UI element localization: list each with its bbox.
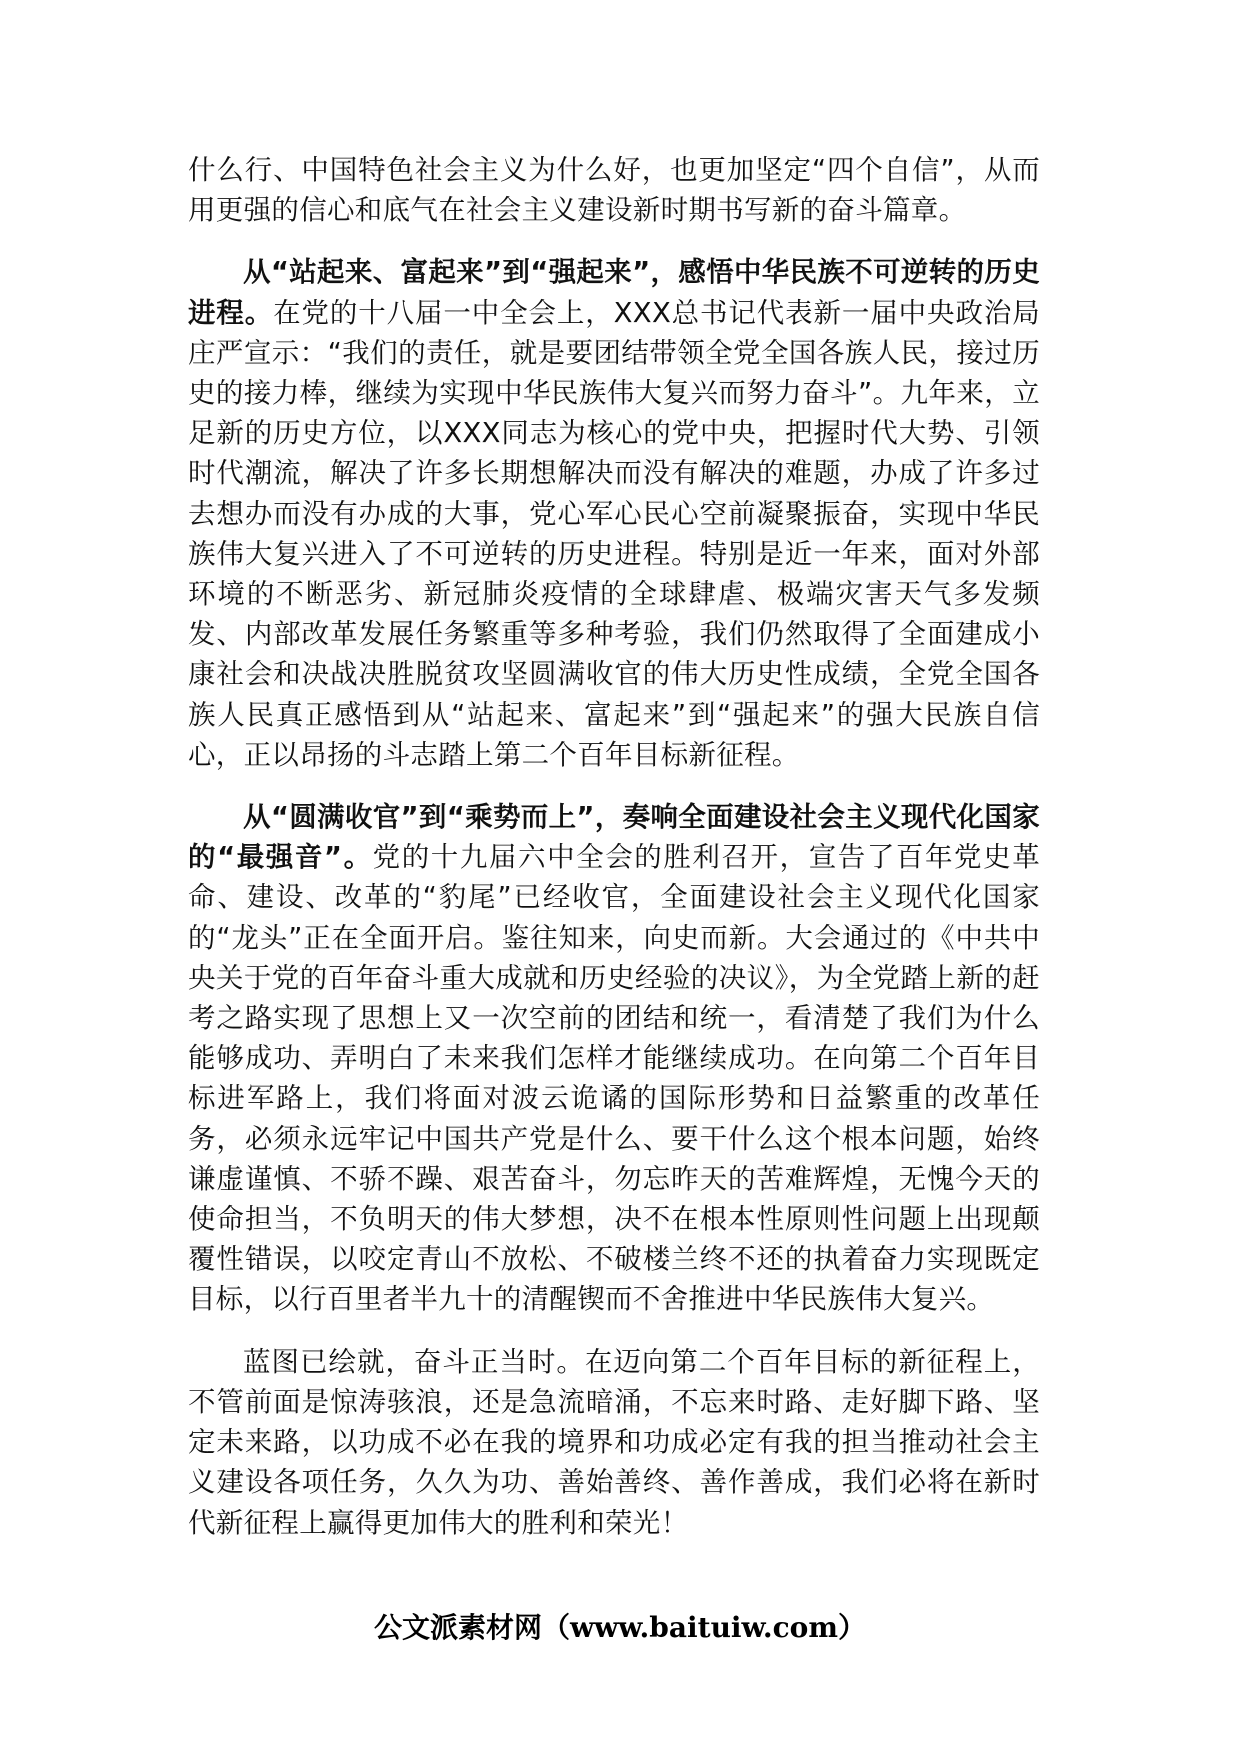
paragraph-lead-heading: 从“站起来、富起来”到“强起来”，感悟中华民族不可逆转的历史进程。 — [188, 256, 1040, 329]
paragraph-new-journey — [188, 797, 1040, 1320]
document-body — [188, 150, 1040, 1543]
paragraph-continuation — [188, 150, 1040, 230]
paragraph-text: 什么行、中国特色社会主义为什么好，也更加坚定“四个自信”，从而用更强的信心和底气在社会主义建设新时期书写新的奋斗篇章。 — [188, 154, 1040, 227]
paragraph-text: 党的十九届六中全会的胜利召开，宣告了百年党史革命、建设、改革的“豹尾”已经收官，全面建设社会主义现代化国家的“龙头”正在全面开启。鉴往知来，向史而新。大会通过的《中共中央关于党的百年奋斗重大成就和历史经验的决议》，为全党踏上新的赶考之路实现了思想上又一次空前的团结和统一，看清楚了我们为什么能够成功、弄明白了未来我们怎样才能继续成功。在向第二个百年目标进军路上，我们将面对波云诡谲的国际形势和日益繁重的改革任务，必须永远牢记中国共产党是什么、要干什么这个根本问题，始终谦虚谨慎、不骄不躁、艰苦奋斗，勿忘昨天的苦难辉煌，无愧今天的使命担当，不负明天的伟大梦想，决不在根本性原则性问题上出现颠覆性错误，以咬定青山不放松、不破楼兰终不还的执着奋力实现既定目标，以行百里者半九十的清醒锲而不舍推进中华民族伟大复兴。 — [188, 841, 1040, 1316]
paragraph-text: 在党的十八届一中全会上，XXX总书记代表新一届中央政治局庄严宣示：“我们的责任，就是要团结带领全党全国各族人民，接过历史的接力棒，继续为实现中华民族伟大复兴而努力奋斗”。九年来，立足新的历史方位，以XXX同志为核心的党中央，把握时代大势、引领时代潮流，解决了许多长期想解决而没有解决的难题，办成了许多过去想办而没有办成的大事，党心军心民心空前凝聚振奋，实现中华民族伟大复兴进入了不可逆转的历史进程。特别是近一年来，面对外部环境的不断恶劣、新冠肺炎疫情的全球肆虐、极端灾害天气多发频发、内部改革发展任务繁重等多种考验，我们仍然取得了全面建成小康社会和决战决胜脱贫攻坚圆满收官的伟大历史性成绩，全党全国各族人民真正感悟到从“站起来、富起来”到“强起来”的强大民族自信心，正以昂扬的斗志踏上第二个百年目标新征程。 — [188, 296, 1040, 771]
paragraph-conclusion — [188, 1342, 1040, 1543]
paragraph-standing-up — [188, 252, 1040, 775]
paragraph-text: 蓝图已绘就，奋斗正当时。在迈向第二个百年目标的新征程上，不管前面是惊涛骇浪，还是急流暗涌，不忘来时路、走好脚下路、坚定未来路，以功成不必在我的境界和功成必定有我的担当推动社会主义建设各项任务，久久为功、善始善终、善作善成，我们必将在新时代新征程上赢得更加伟大的胜利和荣光！ — [188, 1345, 1040, 1539]
source-footer: 公文派素材网（www.baituiw.com） — [374, 1611, 866, 1644]
paragraph-lead-heading: 从“圆满收官”到“乘势而上”，奏响全面建设社会主义现代化国家的“最强音”。 — [188, 801, 1040, 874]
